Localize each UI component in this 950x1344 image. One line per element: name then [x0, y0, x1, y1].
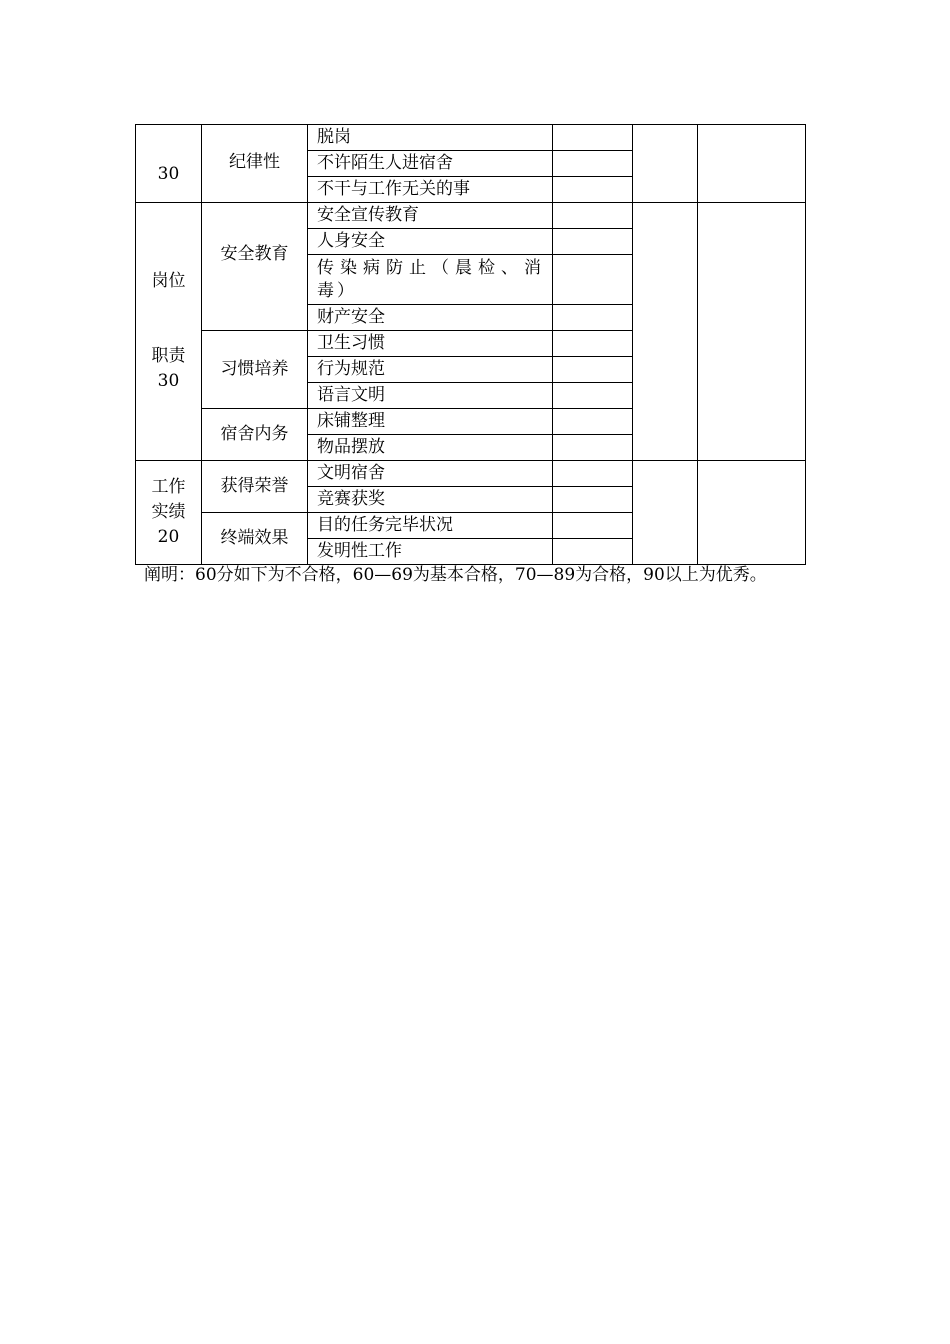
category-cell: [202, 409, 308, 461]
blank-cell[interactable]: [698, 203, 806, 461]
performance-label-line3: 20: [157, 527, 180, 547]
duty-label-line1: 岗位: [151, 271, 186, 291]
blank-cell[interactable]: [553, 305, 633, 331]
item-cell: 人身安全: [308, 229, 553, 255]
blank-cell[interactable]: [553, 461, 633, 487]
blank-cell[interactable]: [553, 487, 633, 513]
duty-label-line3: 30: [157, 371, 180, 391]
dorm-category: 宿舍内务: [220, 424, 289, 444]
blank-cell[interactable]: [553, 255, 633, 305]
item-cell: 物品摆放: [308, 435, 553, 461]
blank-cell[interactable]: [698, 125, 806, 203]
blank-cell[interactable]: [553, 203, 633, 229]
blank-cell[interactable]: [698, 461, 806, 565]
table-row: [136, 461, 806, 487]
blank-cell[interactable]: [553, 151, 633, 177]
category-cell: [202, 331, 308, 409]
blank-cell[interactable]: [553, 409, 633, 435]
item-cell: 行为规范: [308, 357, 553, 383]
item-cell: [308, 255, 553, 305]
effect-category: 终端效果: [220, 528, 289, 548]
blank-cell[interactable]: [553, 539, 633, 565]
blank-cell[interactable]: [633, 461, 698, 565]
item-cell: 不许陌生人进宿舍: [308, 151, 553, 177]
duty-label-cell: [136, 203, 202, 461]
performance-label-line2: 实绩: [151, 502, 186, 522]
item-cell: 竞赛获奖: [308, 487, 553, 513]
blank-cell[interactable]: [553, 125, 633, 151]
blank-cell[interactable]: [633, 125, 698, 203]
blank-cell[interactable]: [553, 331, 633, 357]
blank-cell[interactable]: [553, 229, 633, 255]
table-row: [136, 203, 806, 229]
item-cell: 脱岗: [308, 125, 553, 151]
safety-category: 安全教育: [220, 244, 289, 264]
item-cell: 财产安全: [308, 305, 553, 331]
category-cell: [202, 461, 308, 513]
duty-label-line2: 职责: [151, 346, 186, 366]
discipline-category: 纪律性: [229, 152, 280, 172]
table-row: [136, 125, 806, 151]
explanation-note: 阐明：60分如下为不合格，60—69为基本合格，70—89为合格，90以上为优秀。: [144, 565, 767, 585]
item-cell: 文明宿舍: [308, 461, 553, 487]
item-text: 传染病防止（晨检、消毒）: [317, 257, 544, 301]
blank-cell[interactable]: [553, 357, 633, 383]
blank-cell[interactable]: [553, 513, 633, 539]
honor-category: 获得荣誉: [220, 476, 289, 496]
item-cell: 发明性工作: [308, 539, 553, 565]
evaluation-table: [135, 124, 806, 565]
performance-label-line1: 工作: [151, 477, 186, 497]
discipline-score: 30: [157, 164, 180, 184]
blank-cell[interactable]: [553, 383, 633, 409]
item-cell: 目的任务完毕状况: [308, 513, 553, 539]
score-cell: [136, 125, 202, 203]
blank-cell[interactable]: [553, 435, 633, 461]
category-cell: [202, 125, 308, 203]
performance-label-cell: [136, 461, 202, 565]
item-cell: 不干与工作无关的事: [308, 177, 553, 203]
item-cell: 语言文明: [308, 383, 553, 409]
category-cell: [202, 513, 308, 565]
item-cell: 安全宣传教育: [308, 203, 553, 229]
item-cell: 卫生习惯: [308, 331, 553, 357]
item-cell: 床铺整理: [308, 409, 553, 435]
habits-category: 习惯培养: [220, 359, 289, 379]
blank-cell[interactable]: [553, 177, 633, 203]
blank-cell[interactable]: [633, 203, 698, 461]
category-cell: [202, 203, 308, 331]
